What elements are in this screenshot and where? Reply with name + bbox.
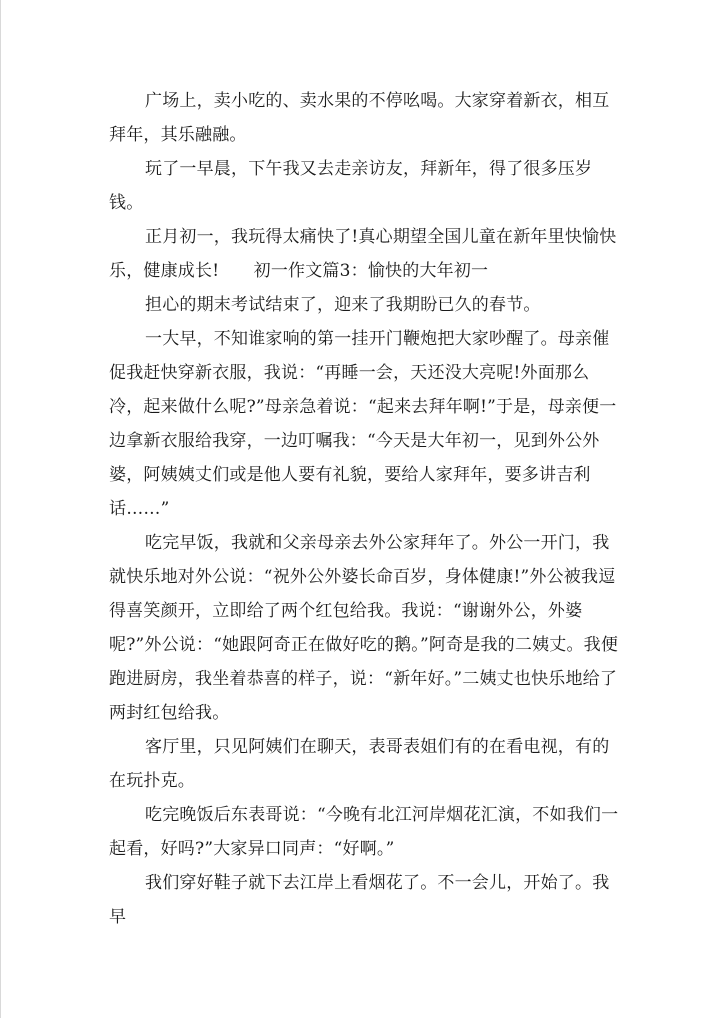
paragraph: 正月初一，我玩得太痛快了!真心期望全国儿童在新年里快愉快乐，健康成长! 初一作文篇3：愉快的大年初一 (109, 227, 617, 281)
paragraph: 一大早，不知谁家响的第一挂开门鞭炮把大家吵醒了。母亲催促我赶快穿新衣服，我说：“再睡一会，天还没大亮呢!外面那么冷，起来做什么呢?”母亲急着说：“起来去拜年啊!”于是，母亲便一边拿新衣服给我穿，一边叮嘱我：“今天是大年初一，见到外公外婆，阿姨姨丈们或是他人要有礼貌，要给人家拜年，要多讲吉利话……” (109, 329, 617, 519)
paragraph: 客厅里，只见阿姨们在聊天，表哥表姐们有的在看电视，有的在玩扑克。 (109, 737, 610, 791)
paragraph: 玩了一早晨，下午我又去走亲访友，拜新年，得了很多压岁钱。 (109, 159, 593, 213)
paragraph: 担心的期末考试结束了，迎来了我期盼已久的春节。 (145, 295, 541, 315)
document-body (109, 84, 619, 934)
paragraph: 广场上，卖小吃的、卖水果的不停吆喝。大家穿着新衣，相互拜年，其乐融融。 (109, 91, 610, 145)
paragraph: 吃完晚饭后东表哥说：“今晚有北江河岸烟花汇演，不如我们一起看，好吗?”大家异口同声：“好啊。” (109, 805, 619, 859)
paragraph: 我们穿好鞋子就下去江岸上看烟花了。不一会儿，开始了。我早 (109, 873, 610, 927)
paragraph: 吃完早饭，我就和父亲母亲去外公家拜年了。外公一开门，我就快乐地对外公说：“祝外公外婆长命百岁，身体健康!”外公被我逗得喜笑颜开，立即给了两个红包给我。我说：“谢谢外公，外婆呢?”外公说：“她跟阿奇正在做好吃的鹅。”阿奇是我的二姨丈。我便跑进厨房，我坐着恭喜的样子，说：“新年好。”二姨丈也快乐地给了两封红包给我。 (109, 533, 619, 723)
